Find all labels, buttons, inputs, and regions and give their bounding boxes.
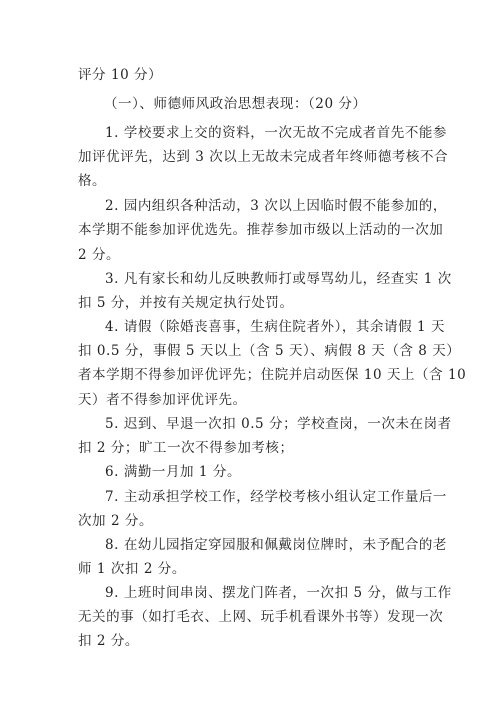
text-line: 评分 10 分）	[78, 67, 163, 83]
text-line: 2 分。	[78, 247, 121, 263]
text-line: 者本学期不得参加评优评先；住院并启动医保 10 天上（含 10	[78, 367, 467, 383]
text-line: 4. 请假（除婚丧喜事，生病住院者外），其余请假 1 天	[105, 319, 445, 335]
section-heading: （一）、师德师风政治思想表现：（20 分）	[104, 96, 367, 112]
text-line: 扣 5 分，并按有关规定执行处罚。	[78, 295, 294, 311]
text-line: 格。	[78, 173, 107, 189]
text-line: 师 1 次扣 2 分。	[78, 561, 186, 577]
text-line: 6. 满勤一月加 1 分。	[105, 464, 241, 480]
text-line: 次加 2 分。	[78, 513, 154, 529]
text-line: 7. 主动承担学校工作，经学校考核小组认定工作量后一	[105, 489, 447, 505]
text-line: 3. 凡有家长和幼儿反映教师打或辱骂幼儿，经查实 1 次	[105, 271, 452, 287]
text-line: 无关的事（如打毛衣、上网、玩手机看课外书等）发现一次	[78, 609, 444, 625]
text-line: 扣 2 分。	[78, 633, 139, 649]
text-line: 8. 在幼儿园指定穿园服和佩戴岗位牌时，未予配合的老	[105, 537, 447, 553]
text-line: 5. 迟到、早退一次扣 0.5 分；学校查岗，一次未在岗者	[105, 416, 452, 432]
text-line: 9. 上班时间串岗、摆龙门阵者，一次扣 5 分，做与工作	[105, 585, 452, 601]
text-line: 加评优评先，达到 3 次以上无故未完成者年终师德考核不合	[78, 149, 449, 165]
text-line: 扣 2 分；旷工一次不得参加考核；	[78, 440, 294, 456]
text-line: 本学期不能参加评优选先。推荐参加市级以上活动的一次加	[78, 222, 444, 238]
text-line: 2. 园内组织各种活动，3 次以上因临时假不能参加的，	[105, 198, 447, 214]
text-line: 天）者不得参加评优评先。	[78, 392, 247, 408]
text-line: 1. 学校要求上交的资料，一次无故不完成者首先不能参	[105, 125, 447, 141]
text-line: 扣 0.5 分，事假 5 天以上（含 5 天）、病假 8 天（含 8 天）	[78, 343, 461, 359]
